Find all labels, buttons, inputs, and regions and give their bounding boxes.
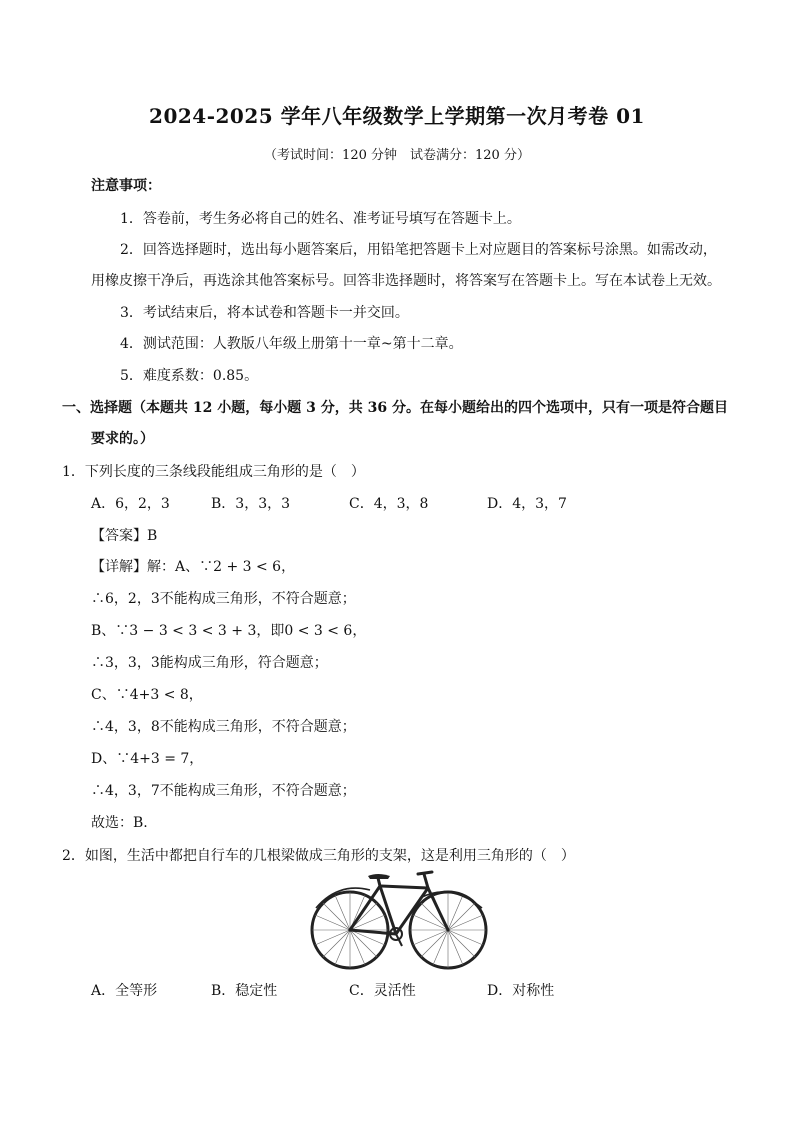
bicycle-figure xyxy=(308,868,490,972)
note-item: 4．测试范围：人教版八年级上册第十一章~第十二章。 xyxy=(120,336,463,352)
explanation-line: 【详解】解：A、∵2 + 3 < 6， xyxy=(91,559,296,575)
exam-title: 2024-2025 学年八年级数学上学期第一次月考卷 01 xyxy=(149,104,645,128)
note-item: 1．答卷前，考生务必将自己的姓名、准考证号填写在答题卡上。 xyxy=(120,211,521,227)
question-2-option-b: B．稳定性 xyxy=(211,983,278,999)
explanation-line: D、∵4+3 = 7， xyxy=(91,751,204,767)
section-heading: 一、选择题（本题共 12 小题，每小题 3 分，共 36 分。在每小题给出的四个选项中，只有一项是符合题目 xyxy=(62,400,728,416)
section-heading-cont: 要求的。） xyxy=(91,431,154,447)
question-1-option-d: D．4，3，7 xyxy=(487,496,567,512)
question-2-option-a: A．全等形 xyxy=(91,983,158,999)
note-item: 2．回答选择题时，选出每小题答案后，用铅笔把答题卡上对应题目的答案标号涂黑。如需改动， xyxy=(120,242,717,258)
explanation-line: ∴4，3，8不能构成三角形，不符合题意； xyxy=(91,719,356,735)
question-1-option-a: A．6，2，3 xyxy=(91,496,170,512)
explanation-line: C、∵4+3 < 8， xyxy=(91,687,203,703)
question-2-stem: 2．如图，生活中都把自行车的几根梁做成三角形的支架，这是利用三角形的（ ） xyxy=(62,848,575,864)
explanation-line: ∴6，2，3不能构成三角形，不符合题意； xyxy=(91,591,356,607)
frame xyxy=(350,872,448,934)
explanation-line: ∴3，3，3能构成三角形，符合题意； xyxy=(91,655,328,671)
explanation-line: 故选：B. xyxy=(91,815,148,831)
question-1-option-b: B．3，3，3 xyxy=(211,496,291,512)
note-item: 3．考试结束后，将本试卷和答题卡一并交回。 xyxy=(120,305,409,321)
note-item: 用橡皮擦干净后，再选涂其他答案标号。回答非选择题时，将答案写在答题卡上。写在本试卷上无效。 xyxy=(91,273,721,289)
question-2-option-d: D．对称性 xyxy=(487,983,555,999)
question-1-option-c: C．4，3，8 xyxy=(349,496,429,512)
explanation-line: ∴4，3，7不能构成三角形，不符合题意； xyxy=(91,783,356,799)
question-1-answer: 【答案】B xyxy=(91,528,158,544)
explanation-line: B、∵3 − 3 < 3 < 3 + 3，即0 < 3 < 6， xyxy=(91,623,367,639)
exam-subtitle: （考试时间：120 分钟 试卷满分：120 分） xyxy=(264,148,530,163)
notes-heading: 注意事项： xyxy=(91,178,161,194)
question-1-stem: 1．下列长度的三条线段能组成三角形的是（ ） xyxy=(62,464,365,480)
question-2-option-c: C．灵活性 xyxy=(349,983,416,999)
note-item: 5．难度系数：0.85。 xyxy=(120,368,259,384)
saddle xyxy=(368,874,390,879)
